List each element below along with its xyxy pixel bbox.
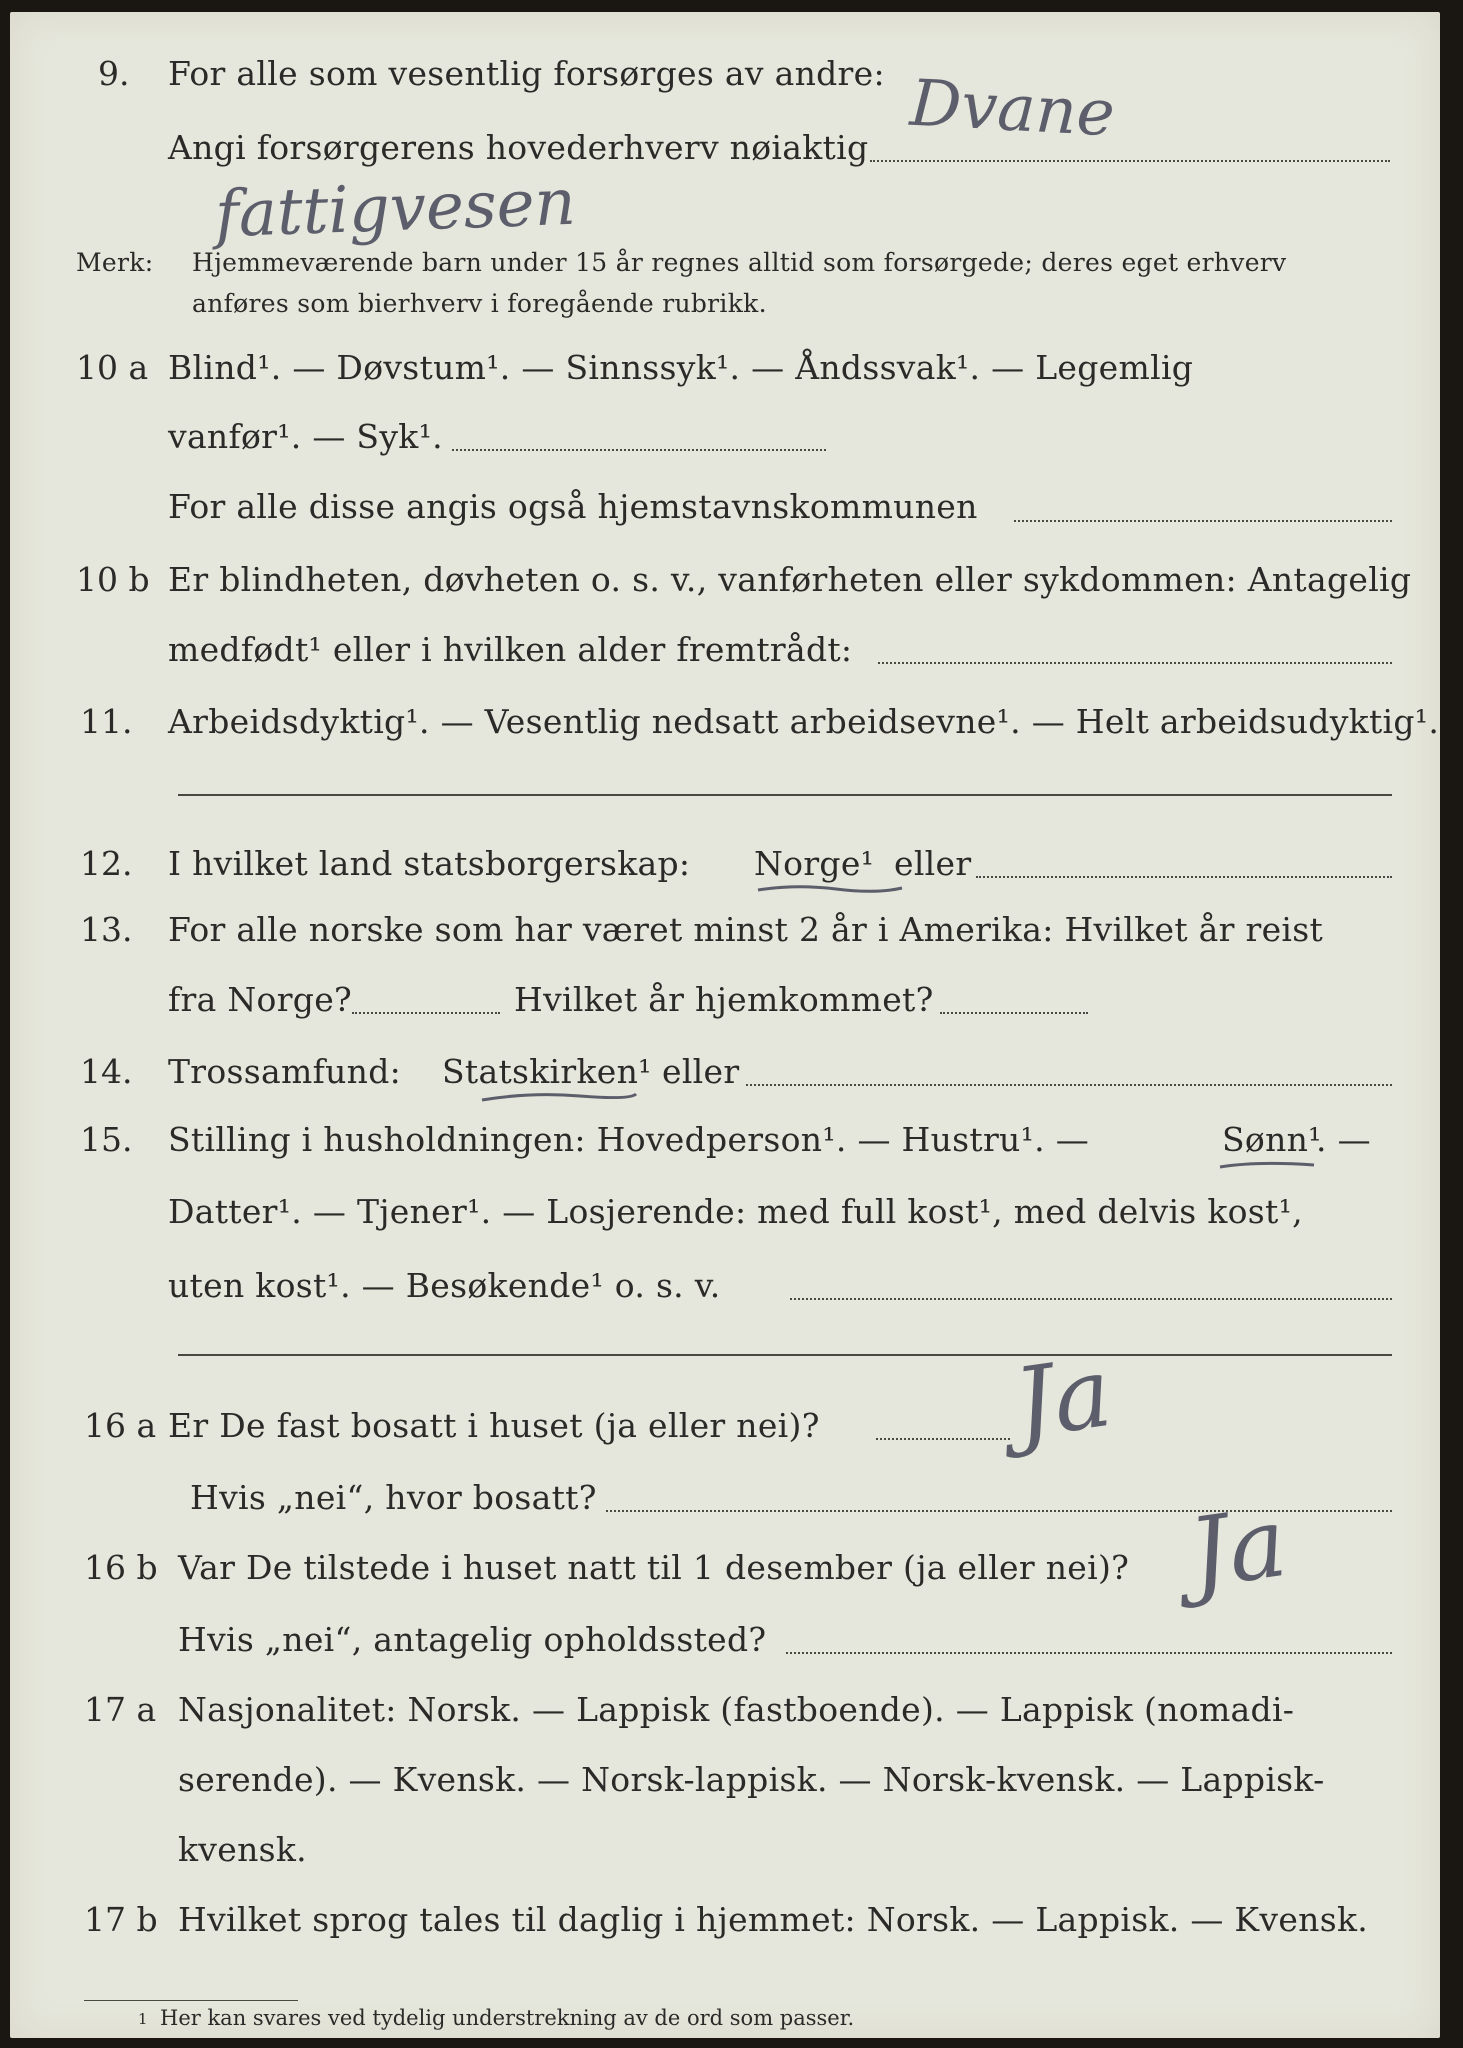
q13-line1: For alle norske som har været minst 2 år i Amerika: Hvilket år reist <box>168 910 1324 949</box>
footnote-rule <box>84 2000 298 2001</box>
q16b-handwritten-answer: Ja <box>1182 1485 1294 1611</box>
q13-line2a: fra Norge? <box>168 980 353 1019</box>
q12-tail: eller <box>894 844 972 883</box>
q17a-line1: Nasjonalitet: Norsk. — Lappisk (fastboende). — Lappisk (nomadi- <box>178 1690 1295 1729</box>
q10b-line1: Er blindheten, døvheten o. s. v., vanførheten eller sykdommen: Antagelig <box>168 560 1412 599</box>
q12-answer-line <box>976 876 1392 878</box>
q16b-line2: Hvis „nei“, antagelig opholdssted? <box>178 1620 767 1659</box>
merk-line2: anføres som bierhverv i foregående rubrikk. <box>192 289 767 318</box>
q17a-line3: kvensk. <box>178 1830 307 1869</box>
q15-number: 15. <box>80 1120 133 1159</box>
q12-number: 12. <box>80 844 133 883</box>
merk-line1: Hjemmeværende barn under 15 år regnes alltid som forsørgede; deres eget erhverv <box>192 248 1287 277</box>
q17a-number: 17 a <box>84 1690 157 1729</box>
q10a-line2: vanfør¹. — Syk¹. <box>168 417 443 456</box>
q9-number: 9. <box>98 54 130 93</box>
q9-handwritten-occupation: Dvane <box>908 66 1117 152</box>
q13-number: 13. <box>80 910 133 949</box>
q14-tail: eller <box>662 1052 740 1091</box>
q15-separator <box>178 1354 1392 1356</box>
footnote-text: Her kan svares ved tydelig understrekning av de ord som passer. <box>160 2006 855 2030</box>
q9-line2: Angi forsørgerens hovederhverv nøiaktig <box>168 128 869 167</box>
q14-number: 14. <box>80 1052 133 1091</box>
q10b-number: 10 b <box>76 560 150 599</box>
q12-line1: I hvilket land statsborgerskap: <box>168 844 691 883</box>
q10a-home-line <box>1014 520 1392 522</box>
q11-line1: Arbeidsdyktig¹. — Vesentlig nedsatt arbeidsevne¹. — Helt arbeidsudyktig¹. <box>168 702 1440 741</box>
q15-line1a: Stilling i husholdningen: Hovedperson¹. — Hustru¹. — <box>168 1120 1090 1159</box>
q9-answer-line <box>870 160 1390 162</box>
q17a-line2: serende). — Kvensk. — Norsk-lappisk. — Norsk-kvensk. — Lappisk- <box>178 1760 1325 1799</box>
q15-sonn-underline <box>1218 1158 1318 1174</box>
q16a-line1: Er De fast bosatt i huset (ja eller nei)? <box>168 1406 820 1445</box>
q13-right-answer-line <box>940 1012 1088 1014</box>
q16b-number: 16 b <box>84 1548 158 1587</box>
q15-option-sonn: Sønn¹ <box>1222 1120 1322 1159</box>
q16a-handwritten-answer: Ja <box>1007 1335 1119 1461</box>
q16a-number: 16 a <box>84 1406 157 1445</box>
q12-norge-underline <box>756 880 906 900</box>
q15-line1c: . — <box>1316 1120 1371 1159</box>
q14-answer-line <box>746 1084 1392 1086</box>
q16a-line2: Hvis „nei“, hvor bosatt? <box>190 1478 597 1517</box>
q14-label: Trossamfund: <box>168 1052 402 1091</box>
q10a-answer-line <box>452 449 826 451</box>
q10a-line3: For alle disse angis også hjemstavnskommunen <box>168 487 978 526</box>
q15-line2: Datter¹. — Tjener¹. — Losjerende: med full kost¹, med delvis kost¹, <box>168 1192 1303 1231</box>
q14-option-statskirken: Statskirken¹ <box>442 1052 652 1091</box>
q11-number: 11. <box>80 702 133 741</box>
q16a-answer-line <box>876 1438 1010 1440</box>
q10b-answer-line <box>878 662 1392 664</box>
q16b-answer-line <box>786 1652 1392 1654</box>
q15-answer-line <box>790 1298 1392 1300</box>
q11-separator <box>178 794 1392 796</box>
q9-handwritten-provider: fattigvesen <box>213 165 577 253</box>
q14-statskirken-underline <box>480 1088 640 1108</box>
footnote-marker: 1 <box>138 2010 148 2028</box>
q10a-line1: Blind¹. — Døvstum¹. — Sinnssyk¹. — Åndssvak¹. — Legemlig <box>168 348 1194 387</box>
q16b-line1: Var De tilstede i huset natt til 1 desember (ja eller nei)? <box>178 1548 1130 1587</box>
q15-line3: uten kost¹. — Besøkende¹ o. s. v. <box>168 1266 721 1305</box>
q17b-number: 17 b <box>84 1900 158 1939</box>
q13-left-answer-line <box>352 1012 500 1014</box>
census-form-page <box>10 12 1440 2038</box>
merk-label: Merk: <box>76 248 154 277</box>
q10a-number: 10 a <box>76 348 149 387</box>
q13-line2b: Hvilket år hjemkommet? <box>514 980 934 1019</box>
q12-option-norge: Norge¹ <box>754 844 875 883</box>
q17b-line1: Hvilket sprog tales til daglig i hjemmet: Norsk. — Lappisk. — Kvensk. <box>178 1900 1369 1939</box>
q9-line1: For alle som vesentlig forsørges av andre: <box>168 54 885 93</box>
q10b-line2: medfødt¹ eller i hvilken alder fremtrådt: <box>168 630 853 669</box>
